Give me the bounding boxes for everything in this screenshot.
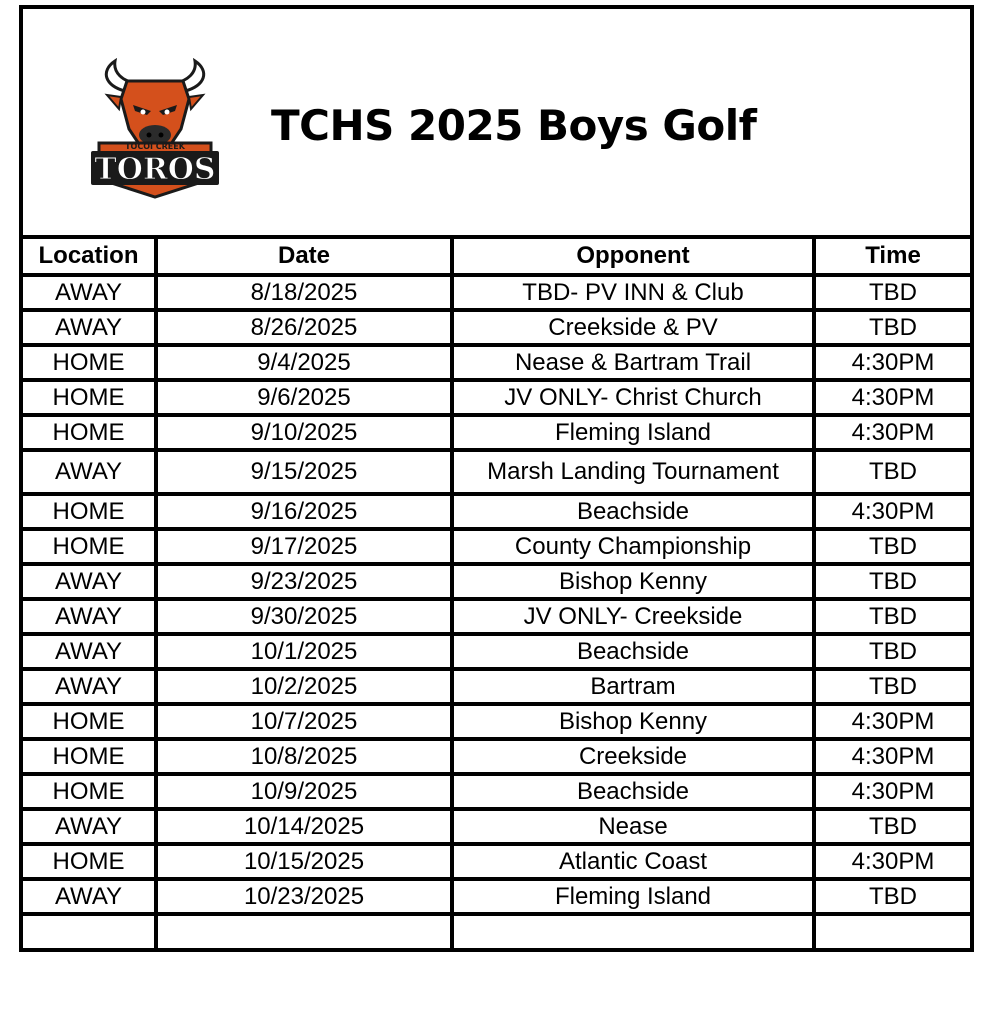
date-cell: 9/23/2025: [156, 564, 452, 599]
time-cell: TBD: [814, 275, 972, 310]
time-cell: 4:30PM: [814, 345, 972, 380]
date-cell: 10/9/2025: [156, 774, 452, 809]
location-cell: AWAY: [21, 809, 156, 844]
location-cell: HOME: [21, 704, 156, 739]
opponent-cell: JV ONLY- Creekside: [452, 599, 814, 634]
opponent-cell: Beachside: [452, 774, 814, 809]
table-row: [21, 809, 972, 844]
date-cell: 9/17/2025: [156, 529, 452, 564]
date-cell: 10/14/2025: [156, 809, 452, 844]
time-cell: TBD: [814, 529, 972, 564]
date-cell: 10/1/2025: [156, 634, 452, 669]
table-row: [21, 345, 972, 380]
table-row: [21, 450, 972, 494]
table-row: [21, 494, 972, 529]
table-row: [21, 704, 972, 739]
table-header-row: [21, 237, 972, 275]
date-cell: 9/10/2025: [156, 415, 452, 450]
table-row: [21, 914, 972, 950]
column-header-location: Location: [21, 237, 156, 275]
time-cell: [814, 914, 972, 950]
table-row: [21, 529, 972, 564]
date-cell: [156, 914, 452, 950]
schedule-table: [19, 235, 974, 952]
date-cell: 9/6/2025: [156, 380, 452, 415]
table-row: [21, 634, 972, 669]
opponent-cell: Bartram: [452, 669, 814, 704]
date-cell: 10/2/2025: [156, 669, 452, 704]
time-cell: TBD: [814, 634, 972, 669]
svg-text:TOROS: TOROS: [94, 152, 216, 187]
location-cell: HOME: [21, 844, 156, 879]
column-header-opponent: Opponent: [452, 237, 814, 275]
time-cell: TBD: [814, 310, 972, 345]
location-cell: AWAY: [21, 310, 156, 345]
time-cell: 4:30PM: [814, 415, 972, 450]
opponent-cell: Nease & Bartram Trail: [452, 345, 814, 380]
opponent-cell: Fleming Island: [452, 879, 814, 914]
date-cell: 9/4/2025: [156, 345, 452, 380]
time-cell: TBD: [814, 809, 972, 844]
location-cell: AWAY: [21, 275, 156, 310]
location-cell: AWAY: [21, 669, 156, 704]
location-cell: AWAY: [21, 450, 156, 494]
opponent-cell: [452, 914, 814, 950]
location-cell: HOME: [21, 380, 156, 415]
column-header-time: Time: [814, 237, 972, 275]
time-cell: TBD: [814, 879, 972, 914]
table-row: [21, 380, 972, 415]
table-row: [21, 879, 972, 914]
time-cell: TBD: [814, 599, 972, 634]
opponent-cell: TBD- PV INN & Club: [452, 275, 814, 310]
date-cell: 10/7/2025: [156, 704, 452, 739]
time-cell: 4:30PM: [814, 380, 972, 415]
time-cell: TBD: [814, 564, 972, 599]
location-cell: AWAY: [21, 599, 156, 634]
time-cell: TBD: [814, 450, 972, 494]
page-title: TCHS 2025 Boys Golf: [271, 101, 757, 150]
opponent-cell: Bishop Kenny: [452, 704, 814, 739]
table-row: [21, 564, 972, 599]
table-row: [21, 739, 972, 774]
location-cell: AWAY: [21, 564, 156, 599]
toros-logo: [85, 51, 225, 201]
time-cell: TBD: [814, 669, 972, 704]
opponent-cell: Beachside: [452, 494, 814, 529]
opponent-cell: Marsh Landing Tournament: [452, 450, 814, 494]
date-cell: 10/8/2025: [156, 739, 452, 774]
svg-text:TOCOI CREEK: TOCOI CREEK: [125, 142, 185, 151]
table-row: [21, 774, 972, 809]
location-cell: [21, 914, 156, 950]
opponent-cell: Nease: [452, 809, 814, 844]
location-cell: HOME: [21, 739, 156, 774]
table-row: [21, 844, 972, 879]
table-row: [21, 669, 972, 704]
opponent-cell: Bishop Kenny: [452, 564, 814, 599]
opponent-cell: Creekside & PV: [452, 310, 814, 345]
location-cell: HOME: [21, 415, 156, 450]
opponent-cell: County Championship: [452, 529, 814, 564]
time-cell: 4:30PM: [814, 739, 972, 774]
time-cell: 4:30PM: [814, 494, 972, 529]
date-cell: 10/23/2025: [156, 879, 452, 914]
table-row: [21, 275, 972, 310]
location-cell: HOME: [21, 529, 156, 564]
time-cell: 4:30PM: [814, 774, 972, 809]
location-cell: HOME: [21, 345, 156, 380]
header-box: [19, 5, 974, 235]
location-cell: HOME: [21, 774, 156, 809]
time-cell: 4:30PM: [814, 844, 972, 879]
table-row: [21, 310, 972, 345]
location-cell: AWAY: [21, 879, 156, 914]
date-cell: 9/15/2025: [156, 450, 452, 494]
time-cell: 4:30PM: [814, 704, 972, 739]
column-header-date: Date: [156, 237, 452, 275]
opponent-cell: Fleming Island: [452, 415, 814, 450]
date-cell: 9/16/2025: [156, 494, 452, 529]
opponent-cell: JV ONLY- Christ Church: [452, 380, 814, 415]
date-cell: 9/30/2025: [156, 599, 452, 634]
location-cell: AWAY: [21, 634, 156, 669]
location-cell: HOME: [21, 494, 156, 529]
table-row: [21, 415, 972, 450]
opponent-cell: Atlantic Coast: [452, 844, 814, 879]
table-row: [21, 599, 972, 634]
date-cell: 10/15/2025: [156, 844, 452, 879]
opponent-cell: Beachside: [452, 634, 814, 669]
opponent-cell: Creekside: [452, 739, 814, 774]
date-cell: 8/18/2025: [156, 275, 452, 310]
date-cell: 8/26/2025: [156, 310, 452, 345]
